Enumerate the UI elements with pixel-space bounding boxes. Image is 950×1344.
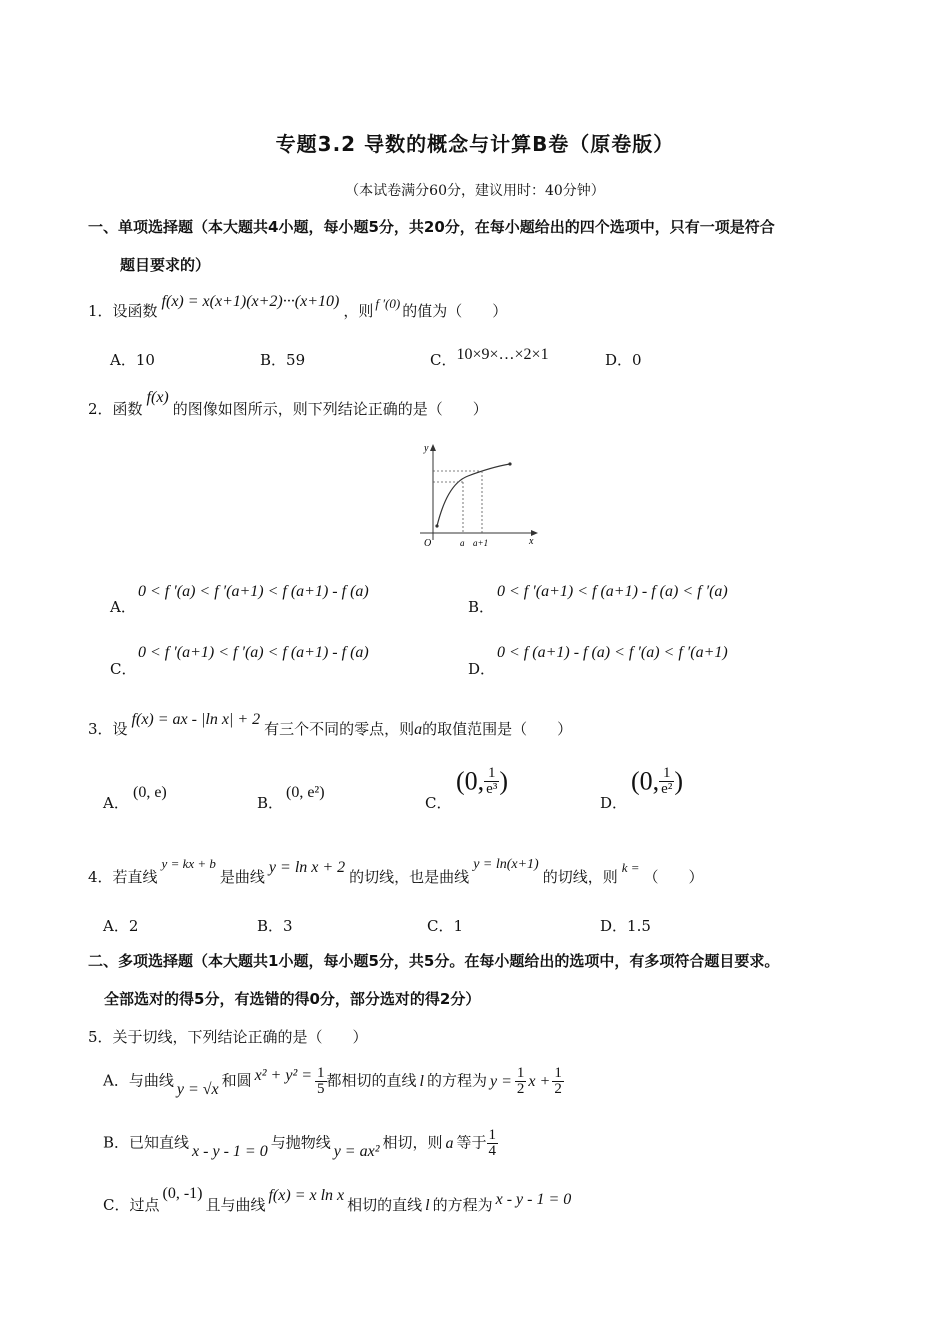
q4-curve1: y = ln x + 2 — [268, 859, 346, 876]
q1-option-c-expr: 10×9×…×2×1 — [456, 346, 549, 363]
graph-origin-label: O — [424, 538, 432, 549]
q5-a-f1-den: 2 — [516, 1081, 525, 1097]
graph-y-label: y — [424, 443, 429, 454]
q4-line: y = kx + b — [161, 856, 216, 871]
q5-b-label: B．已知直线 — [103, 1133, 190, 1152]
q4-tail: （ ） — [643, 868, 704, 886]
q2-option-b-label: B． — [468, 598, 495, 616]
q1-target: f ′(0) — [375, 296, 401, 311]
q5-b-frac-num: 1 — [488, 1127, 497, 1143]
q5-b-a: a — [445, 1134, 454, 1152]
q5-a-mid2: 都相切的直线 — [326, 1071, 417, 1090]
q5-a-x-plus: x + — [528, 1072, 551, 1090]
q5-b-fraction — [487, 1128, 499, 1159]
graph-tick-a: a — [460, 538, 465, 548]
q5-a-f2-den: 2 — [554, 1081, 562, 1097]
q5-option-c — [103, 1185, 574, 1215]
q2-graph — [410, 440, 545, 550]
q3-option-b-label: B． — [257, 794, 284, 812]
q3-c-fraction — [484, 766, 499, 797]
q2-tail: 的图像如图所示，则下列结论正确的是（ ） — [172, 400, 488, 418]
q3-option-c-label: C． — [425, 794, 452, 812]
page-title: 专题3.2 导数的概念与计算B卷（原卷版） — [275, 132, 675, 156]
q3-d-close: ) — [674, 766, 683, 796]
q5-c-curve: f(x) = x ln x — [268, 1187, 345, 1204]
q3-formula: f(x) = ax - |ln x| + 2 — [131, 711, 261, 728]
q2-option-c-expr: 0 < f ′(a+1) < f ′(a) < f (a+1) - f (a) — [138, 644, 369, 661]
q5-b-mid: 与抛物线 — [270, 1133, 331, 1152]
q4-mid1: 是曲线 — [219, 868, 265, 886]
question-4 — [88, 856, 704, 887]
graph-curve-start — [435, 524, 438, 527]
graph-curve — [437, 464, 510, 526]
q1-formula: f(x) = x(x+1)(x+2)···(x+10) — [161, 293, 340, 310]
q3-var: a — [414, 721, 423, 738]
q2-func: f(x) — [146, 389, 169, 406]
q5-b-mid3: 等于 — [456, 1133, 487, 1152]
question-3 — [88, 711, 573, 739]
q5-a-frac-den: 5 — [317, 1081, 325, 1097]
question-2 — [88, 389, 488, 419]
q2-option-a-label: A． — [110, 598, 136, 616]
question-5: 5．关于切线，下列结论正确的是（ ） — [88, 1028, 368, 1046]
q1-option-a: A．10 — [110, 351, 155, 369]
q4-curve2: y = ln(x+1) — [473, 857, 539, 872]
q3-d-num: 1 — [659, 766, 674, 782]
q3-number: 3．设 — [88, 720, 128, 738]
q5-a-curve: y = √x — [176, 1080, 219, 1098]
q5-a-mid3: 的方程为 — [427, 1071, 488, 1090]
q5-a-label: A．与曲线 — [103, 1071, 174, 1090]
q2-option-d-label: D． — [468, 660, 496, 678]
q3-d-den: e² — [661, 781, 673, 797]
q5-option-b — [103, 1128, 498, 1159]
q2-option-c-label: C． — [110, 660, 137, 678]
graph-tick-a1: a+1 — [473, 538, 489, 548]
q5-a-ans-frac2 — [552, 1066, 564, 1097]
q5-c-l: l — [425, 1197, 430, 1214]
q4-k: k = — [621, 860, 640, 875]
q2-number: 2．函数 — [88, 400, 143, 418]
q5-c-ans: x - y - 1 = 0 — [495, 1191, 572, 1208]
q2-option-b-expr: 0 < f ′(a+1) < f (a+1) - f (a) < f ′(a) — [497, 583, 728, 600]
q1-option-c — [430, 346, 549, 370]
q5-a-f1-num: 1 — [516, 1065, 525, 1081]
q5-c-mid2: 相切的直线 — [347, 1196, 423, 1214]
q5-b-frac-den: 4 — [488, 1143, 497, 1159]
q5-a-circle: x² + y² = — [254, 1066, 313, 1084]
page-subtitle: （本试卷满分60分，建议用时：40分钟） — [345, 183, 605, 199]
q5-c-mid3: 的方程为 — [432, 1196, 493, 1214]
q1-number: 1．设函数 — [88, 302, 158, 320]
q3-tail-b: 的取值范围是（ ） — [422, 720, 573, 738]
q3-option-a-label: A． — [103, 794, 129, 812]
q5-b-parab: y = ax² — [333, 1142, 380, 1160]
q3-option-b-expr: (0, e²) — [286, 784, 325, 801]
graph-x-label: x — [529, 536, 534, 547]
q4-option-a: A．2 — [103, 917, 139, 935]
q5-a-fraction — [315, 1066, 327, 1097]
q5-a-ans-frac1 — [515, 1066, 527, 1097]
q3-option-a-expr: (0, e) — [133, 784, 167, 801]
q3-c-open: (0, — [456, 766, 485, 796]
q4-number: 4．若直线 — [88, 868, 158, 886]
section-1-heading: 一、单项选择题（本大题共4小题，每小题5分，共20分，在每小题给出的四个选项中，只有一项是符合 — [88, 218, 775, 236]
q1-option-d: D．0 — [605, 351, 642, 369]
q1-tail: 的值为（ ） — [402, 302, 508, 320]
q3-option-d-label: D． — [600, 794, 628, 812]
q4-option-c: C．1 — [427, 917, 464, 935]
q3-tail-a: 有三个不同的零点，则 — [264, 720, 415, 738]
q5-a-f2-num: 1 — [554, 1065, 562, 1081]
q3-c-den: e³ — [486, 781, 498, 797]
q3-c-close: ) — [499, 766, 508, 796]
q5-b-mid2: 相切，则 — [382, 1133, 443, 1152]
q5-a-frac-num: 1 — [317, 1065, 325, 1081]
q4-option-b: B．3 — [257, 917, 293, 935]
q5-a-mid: 和圆 — [221, 1071, 252, 1090]
q1-option-b: B．59 — [260, 351, 306, 369]
graph-curve-end — [508, 462, 511, 465]
q5-b-line: x - y - 1 = 0 — [192, 1142, 268, 1160]
section-2-heading-cont: 全部选对的得5分，有选错的得0分，部分选对的得2分） — [104, 990, 481, 1008]
q1-option-c-label: C． — [430, 351, 457, 369]
q5-option-a — [103, 1066, 564, 1097]
q4-mid2: 的切线，也是曲线 — [349, 868, 470, 886]
q5-c-point: (0, -1) — [162, 1185, 203, 1202]
q3-d-open: (0, — [631, 766, 660, 796]
q5-c-mid: 且与曲线 — [205, 1196, 266, 1214]
q4-option-d: D．1.5 — [600, 917, 651, 935]
q5-a-ans: y = — [490, 1072, 512, 1090]
graph-y-arrow — [430, 444, 436, 451]
q2-option-d-expr: 0 < f (a+1) - f (a) < f ′(a) < f ′(a+1) — [497, 644, 728, 661]
question-1 — [88, 293, 508, 321]
section-2-heading: 二、多项选择题（本大题共1小题，每小题5分，共5分。在每小题给出的选项中，有多项符合题目要求。 — [88, 952, 780, 970]
q1-mid: ，则 — [343, 302, 374, 320]
q3-option-d-expr — [631, 766, 683, 797]
q3-c-num: 1 — [484, 766, 499, 782]
q4-mid3: 的切线，则 — [542, 868, 618, 886]
q5-a-l: l — [419, 1072, 424, 1090]
q2-option-a-expr: 0 < f ′(a) < f ′(a+1) < f (a+1) - f (a) — [138, 583, 369, 600]
q5-c-label: C．过点 — [103, 1196, 160, 1214]
section-1-heading-cont: 题目要求的） — [120, 256, 211, 274]
q3-d-fraction — [659, 766, 674, 797]
q3-option-c-expr — [456, 766, 508, 797]
